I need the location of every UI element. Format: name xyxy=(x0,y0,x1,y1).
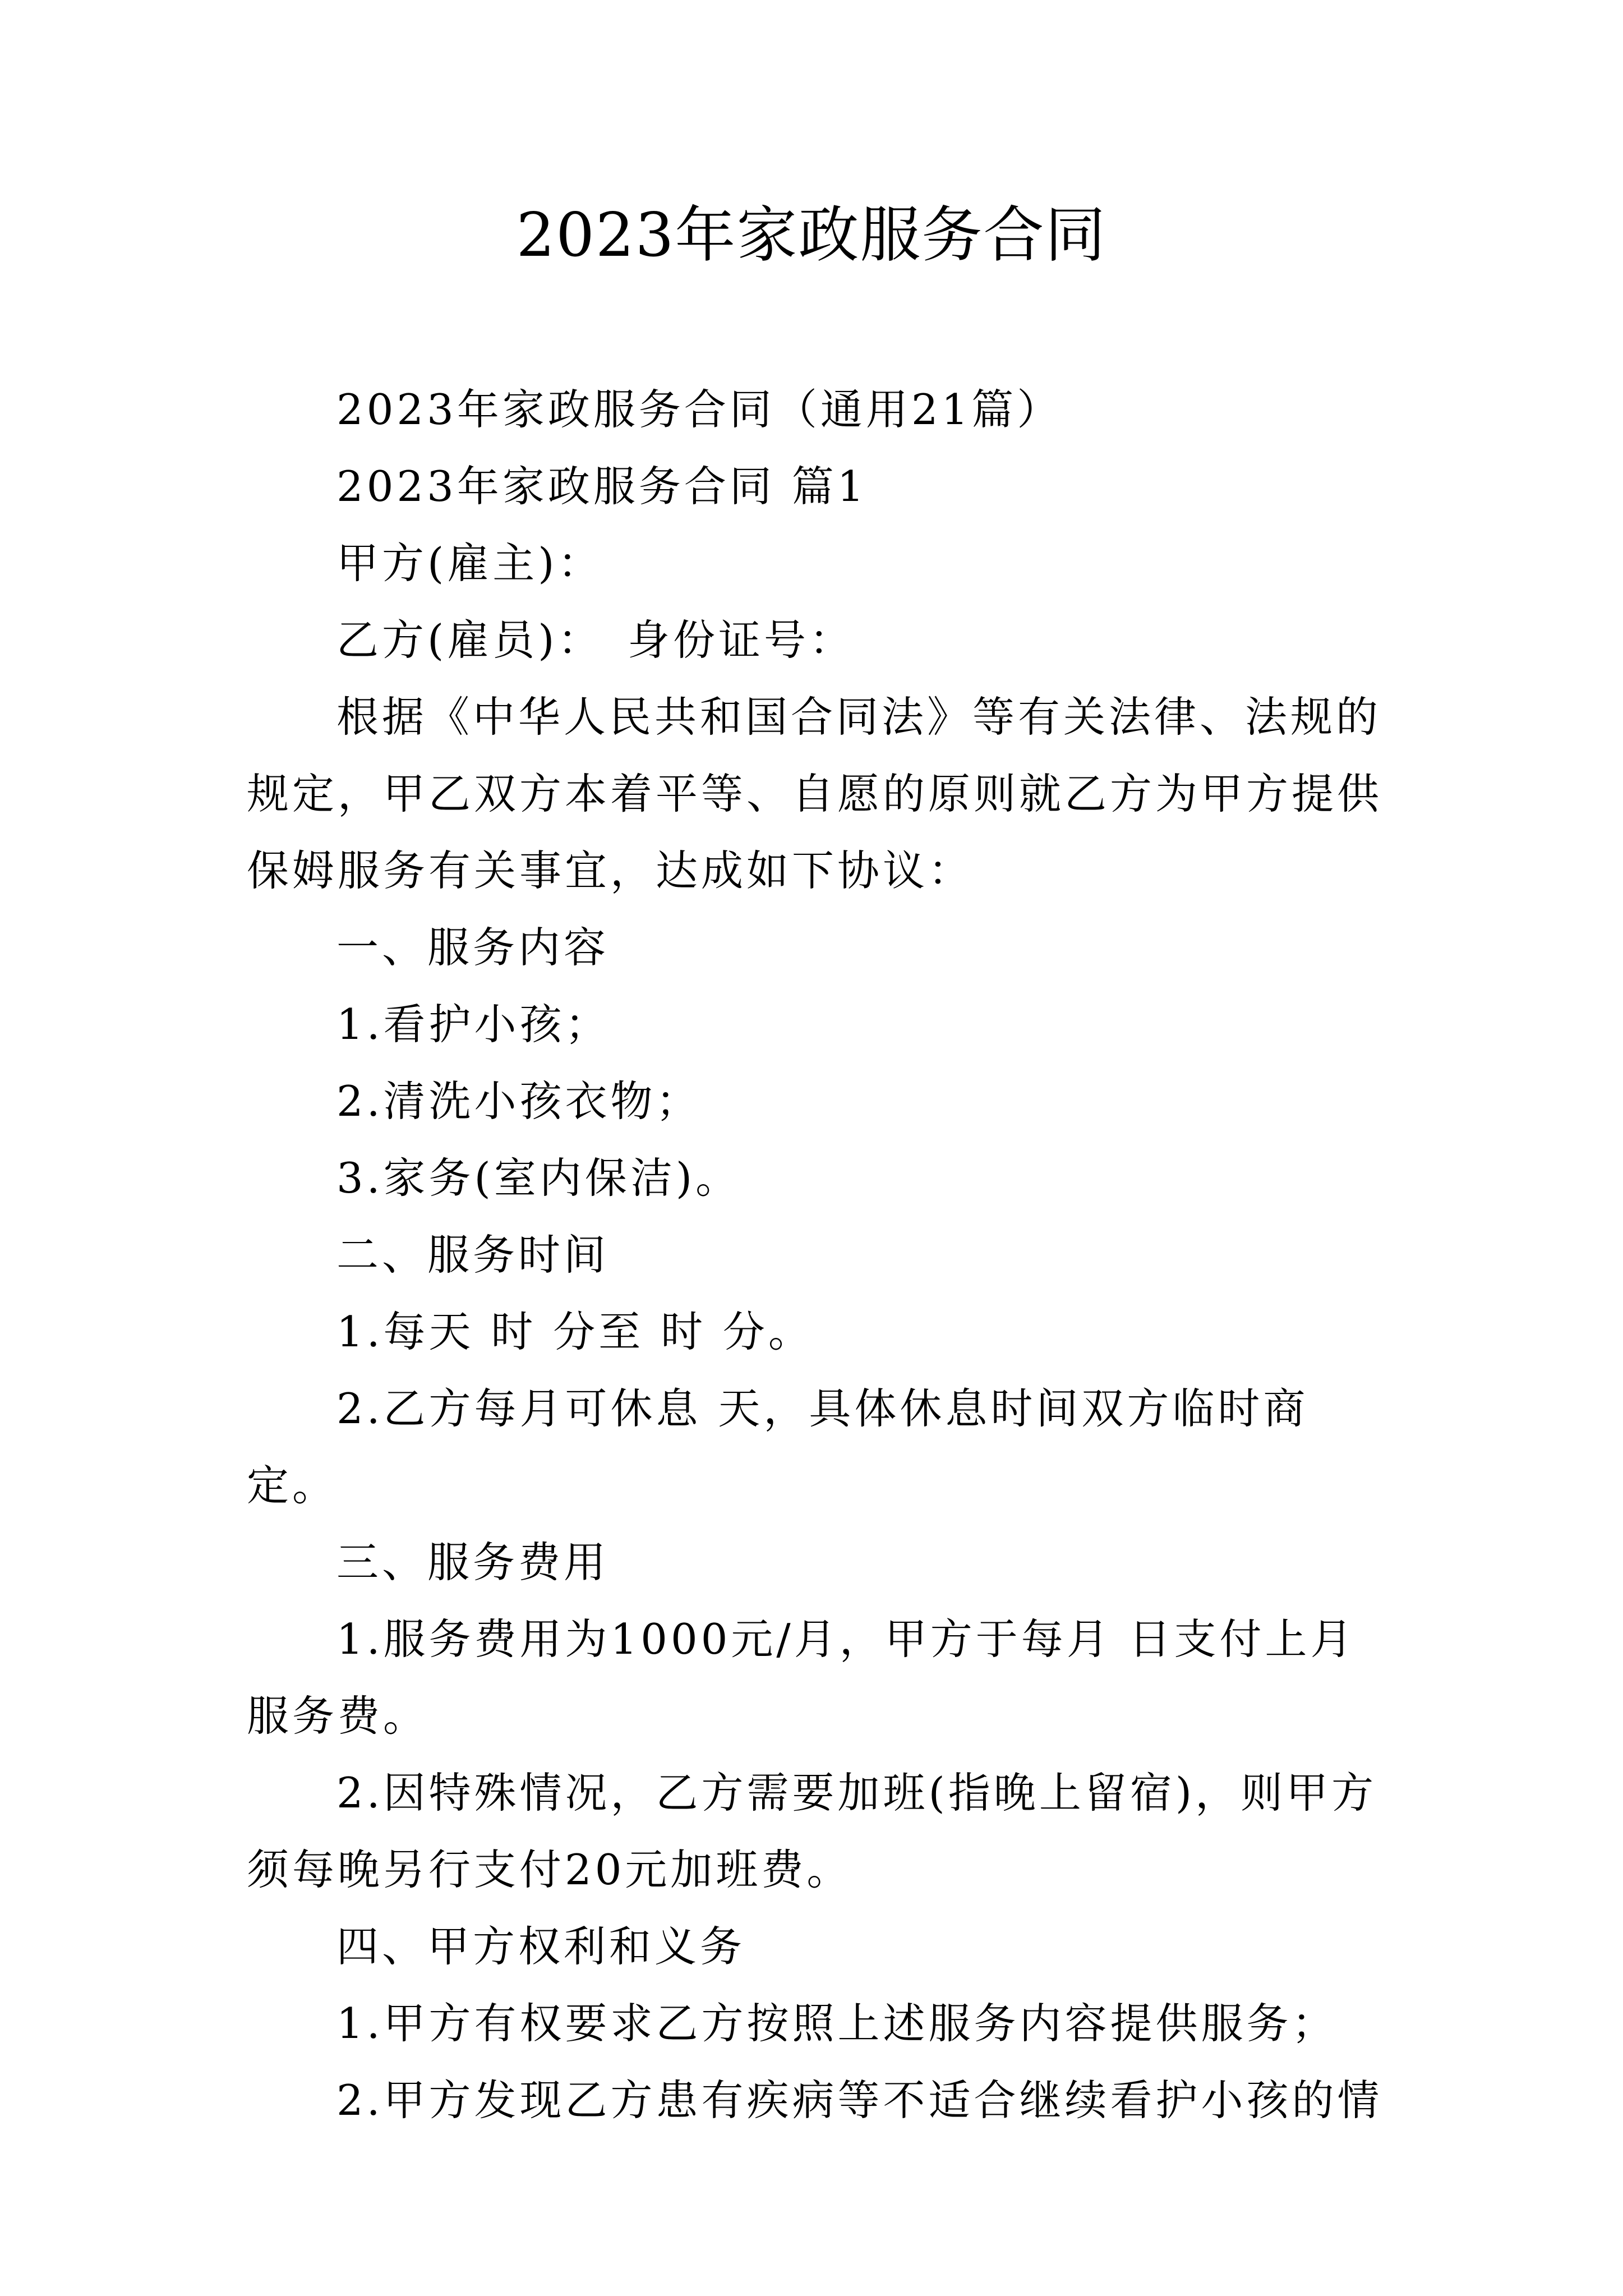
paragraph-party-a: 甲方(雇主)： xyxy=(336,539,603,588)
section-heading-service-fee: 三、服务费用 xyxy=(336,1538,610,1587)
paragraph-item: 3.家务(室内保洁)。 xyxy=(336,1153,741,1203)
paragraph-preamble: 根据《中华人民共和国合同法》等有关法律、法规的规定，甲乙双方本着平等、自愿的原则就乙方为甲方提供保姆服务有关事宜，达成如下协议： xyxy=(247,692,1383,895)
section-heading-party-a-rights: 四、甲方权利和义务 xyxy=(336,1922,746,1971)
paragraph-item: 1.每天 时 分至 时 分。 xyxy=(336,1307,814,1356)
paragraph-party-b: 乙方(雇员)： 身份证号： xyxy=(336,615,855,665)
paragraph-subtitle: 2023年家政服务合同（通用21篇） xyxy=(336,385,1063,434)
paragraph-item: 1.服务费用为1000元/月，甲方于每月 日支付上月服务费。 xyxy=(247,1614,1356,1741)
paragraph-item: 2.清洗小孩衣物； xyxy=(336,1076,702,1126)
paragraph-item: 2.甲方发现乙方患有疾病等不适合继续看护小孩的情 xyxy=(336,2076,1383,2125)
paragraph-item: 2.因特殊情况，乙方需要加班(指晚上留宿)，则甲方须每晚另行支付20元加班费。 xyxy=(247,1768,1377,1894)
document-title: 2023年家政服务合同 xyxy=(516,200,1107,270)
paragraph-item: 2.乙方每月可休息 天，具体休息时间双方临时商定。 xyxy=(247,1384,1309,1510)
document-body xyxy=(247,371,1385,2139)
section-heading-service-content: 一、服务内容 xyxy=(336,923,610,972)
section-heading-service-time: 二、服务时间 xyxy=(336,1230,610,1280)
paragraph-chapter-heading: 2023年家政服务合同 篇1 xyxy=(336,462,868,511)
paragraph-item: 1.甲方有权要求乙方按照上述服务内容提供服务； xyxy=(336,1999,1338,2048)
paragraph-item: 1.看护小孩； xyxy=(336,1000,611,1049)
